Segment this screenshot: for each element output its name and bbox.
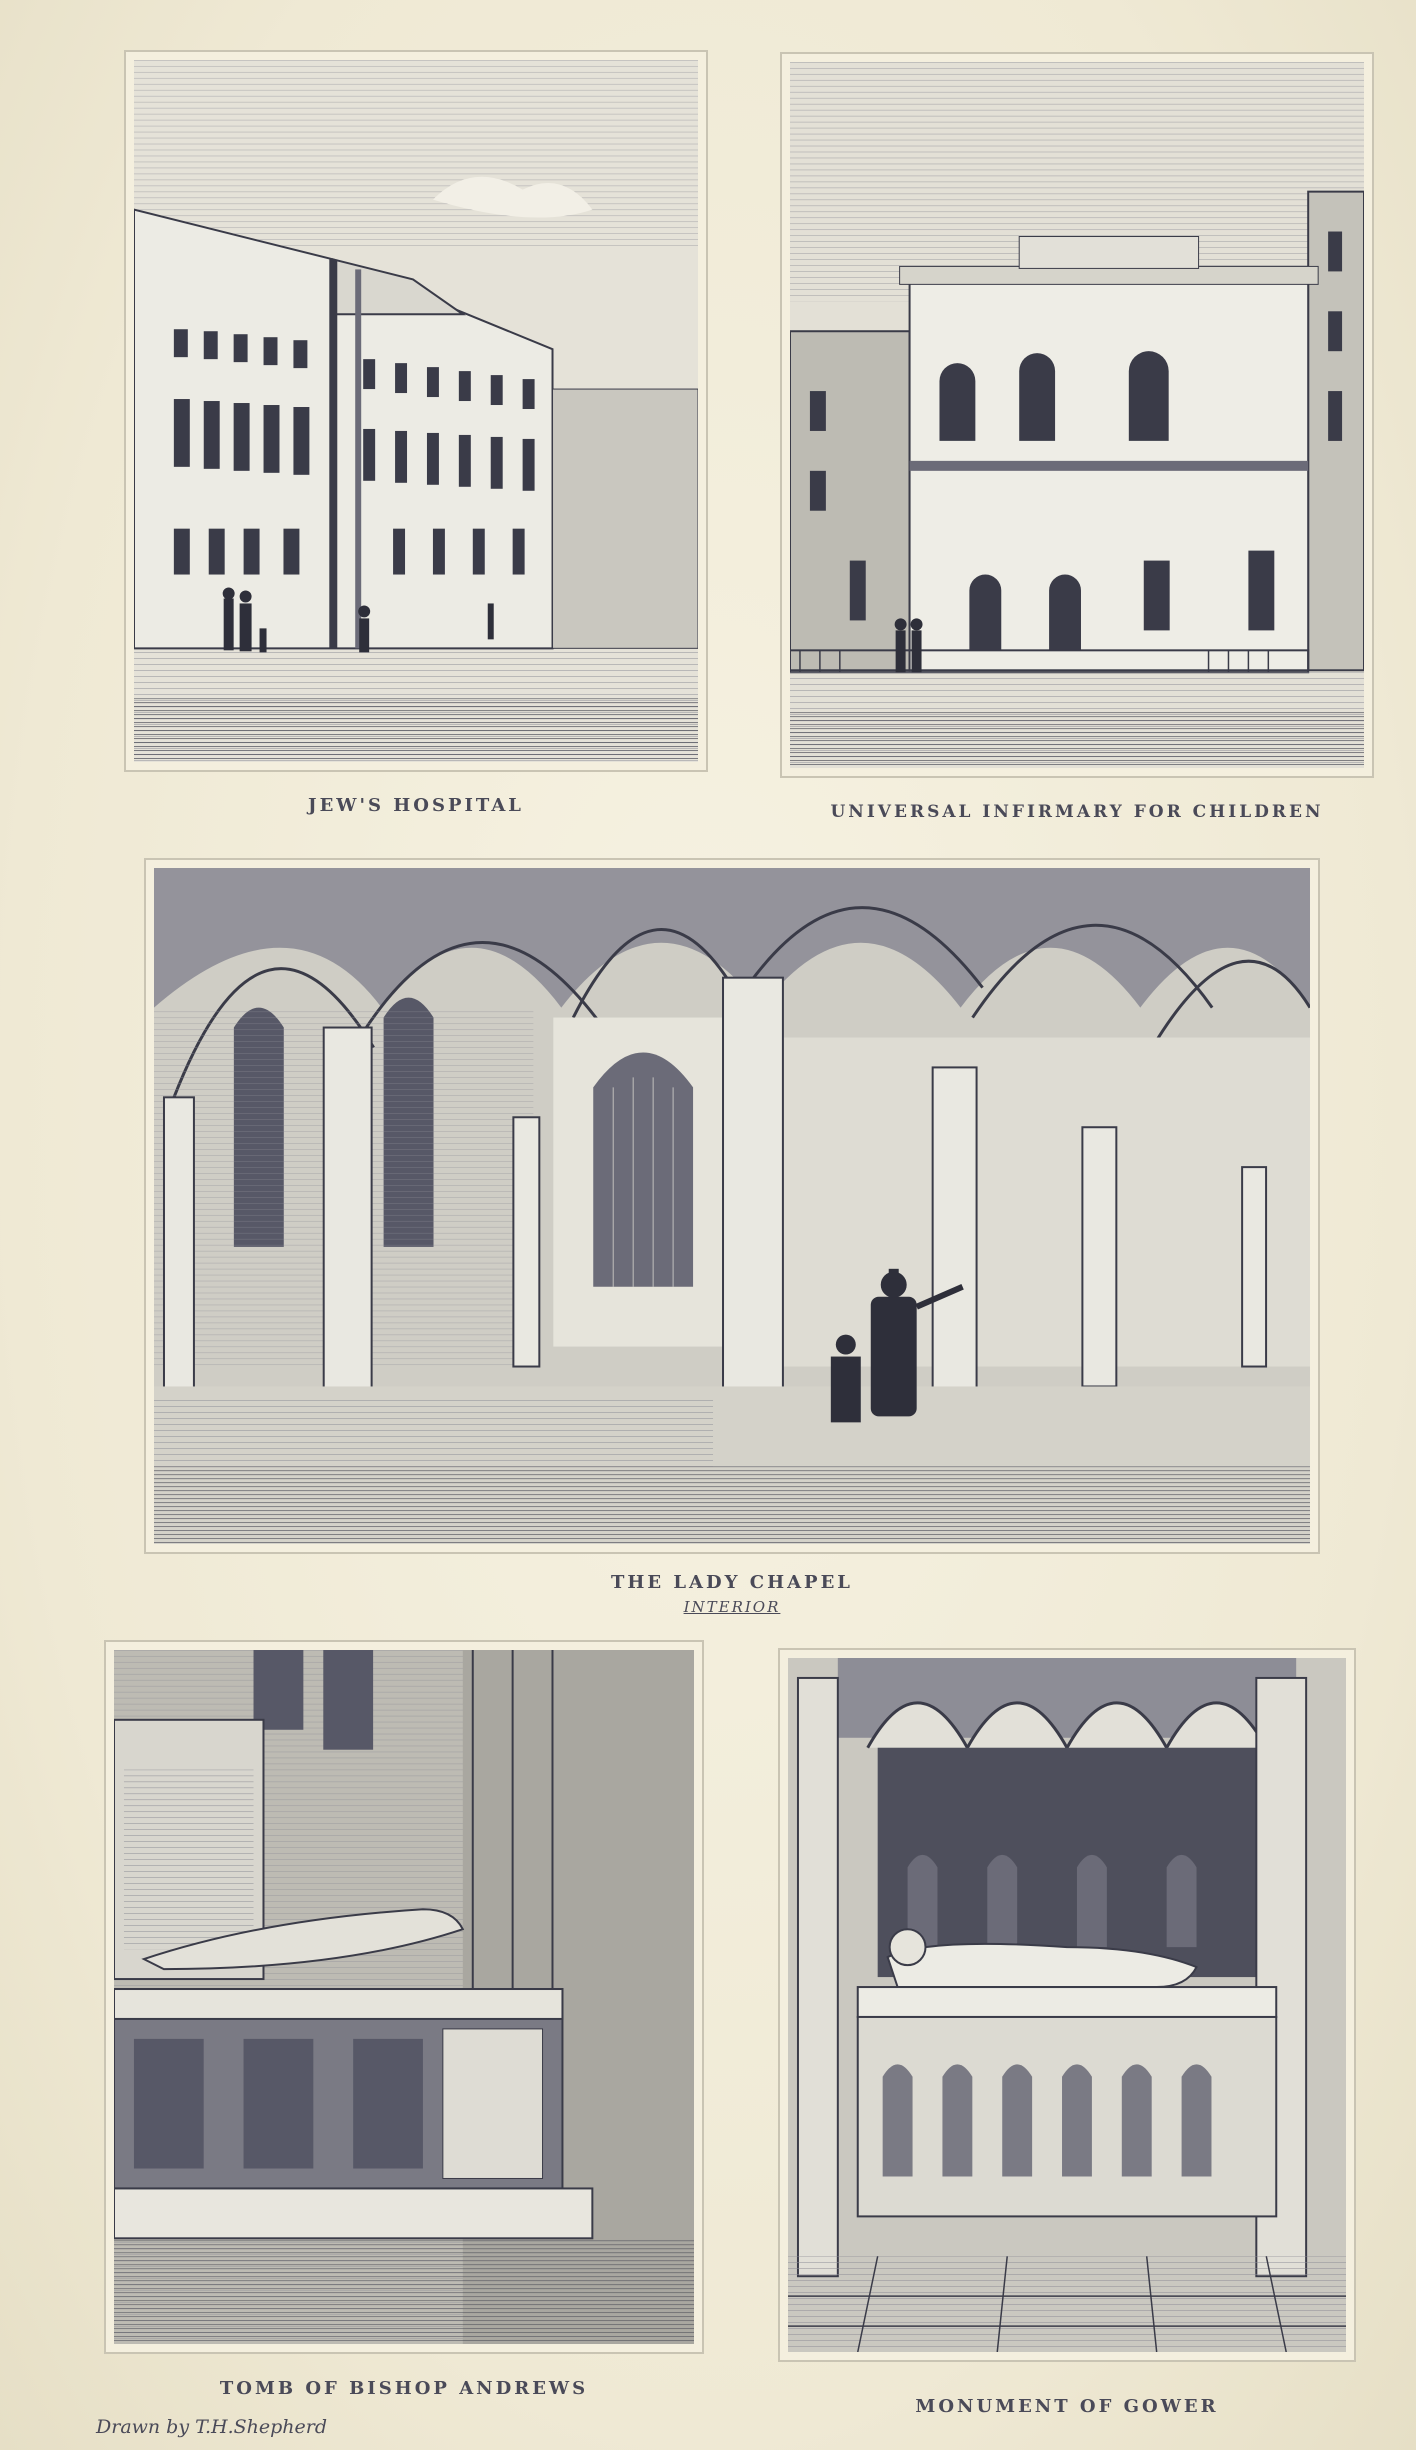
engraving-lady-chapel [144, 858, 1320, 1554]
subcaption-lady-chapel: INTERIOR [683, 1598, 781, 1616]
artist-credit: Drawn by T.H.Shepherd [96, 2416, 328, 2438]
jews-hospital-illustration [134, 60, 698, 762]
lady-chapel-illustration [154, 868, 1310, 1544]
caption-jews-hospital: JEW'S HOSPITAL [308, 795, 524, 816]
caption-universal-infirmary: UNIVERSAL INFIRMARY FOR CHILDREN [830, 802, 1324, 822]
caption-tomb-bishop-andrews: TOMB OF BISHOP ANDREWS [219, 2378, 589, 2399]
caption-lady-chapel: THE LADY CHAPEL [611, 1572, 853, 1593]
engraving-tomb-bishop-andrews [104, 1640, 704, 2354]
tomb-bishop-andrews-illustration [114, 1650, 694, 2344]
caption-monument-gower: MONUMENT OF GOWER [915, 2396, 1219, 2417]
engraving-jews-hospital [124, 50, 708, 772]
engraving-universal-infirmary [780, 52, 1374, 778]
universal-infirmary-illustration [790, 62, 1364, 768]
engraving-monument-gower [778, 1648, 1356, 2362]
monument-gower-illustration [788, 1658, 1346, 2352]
